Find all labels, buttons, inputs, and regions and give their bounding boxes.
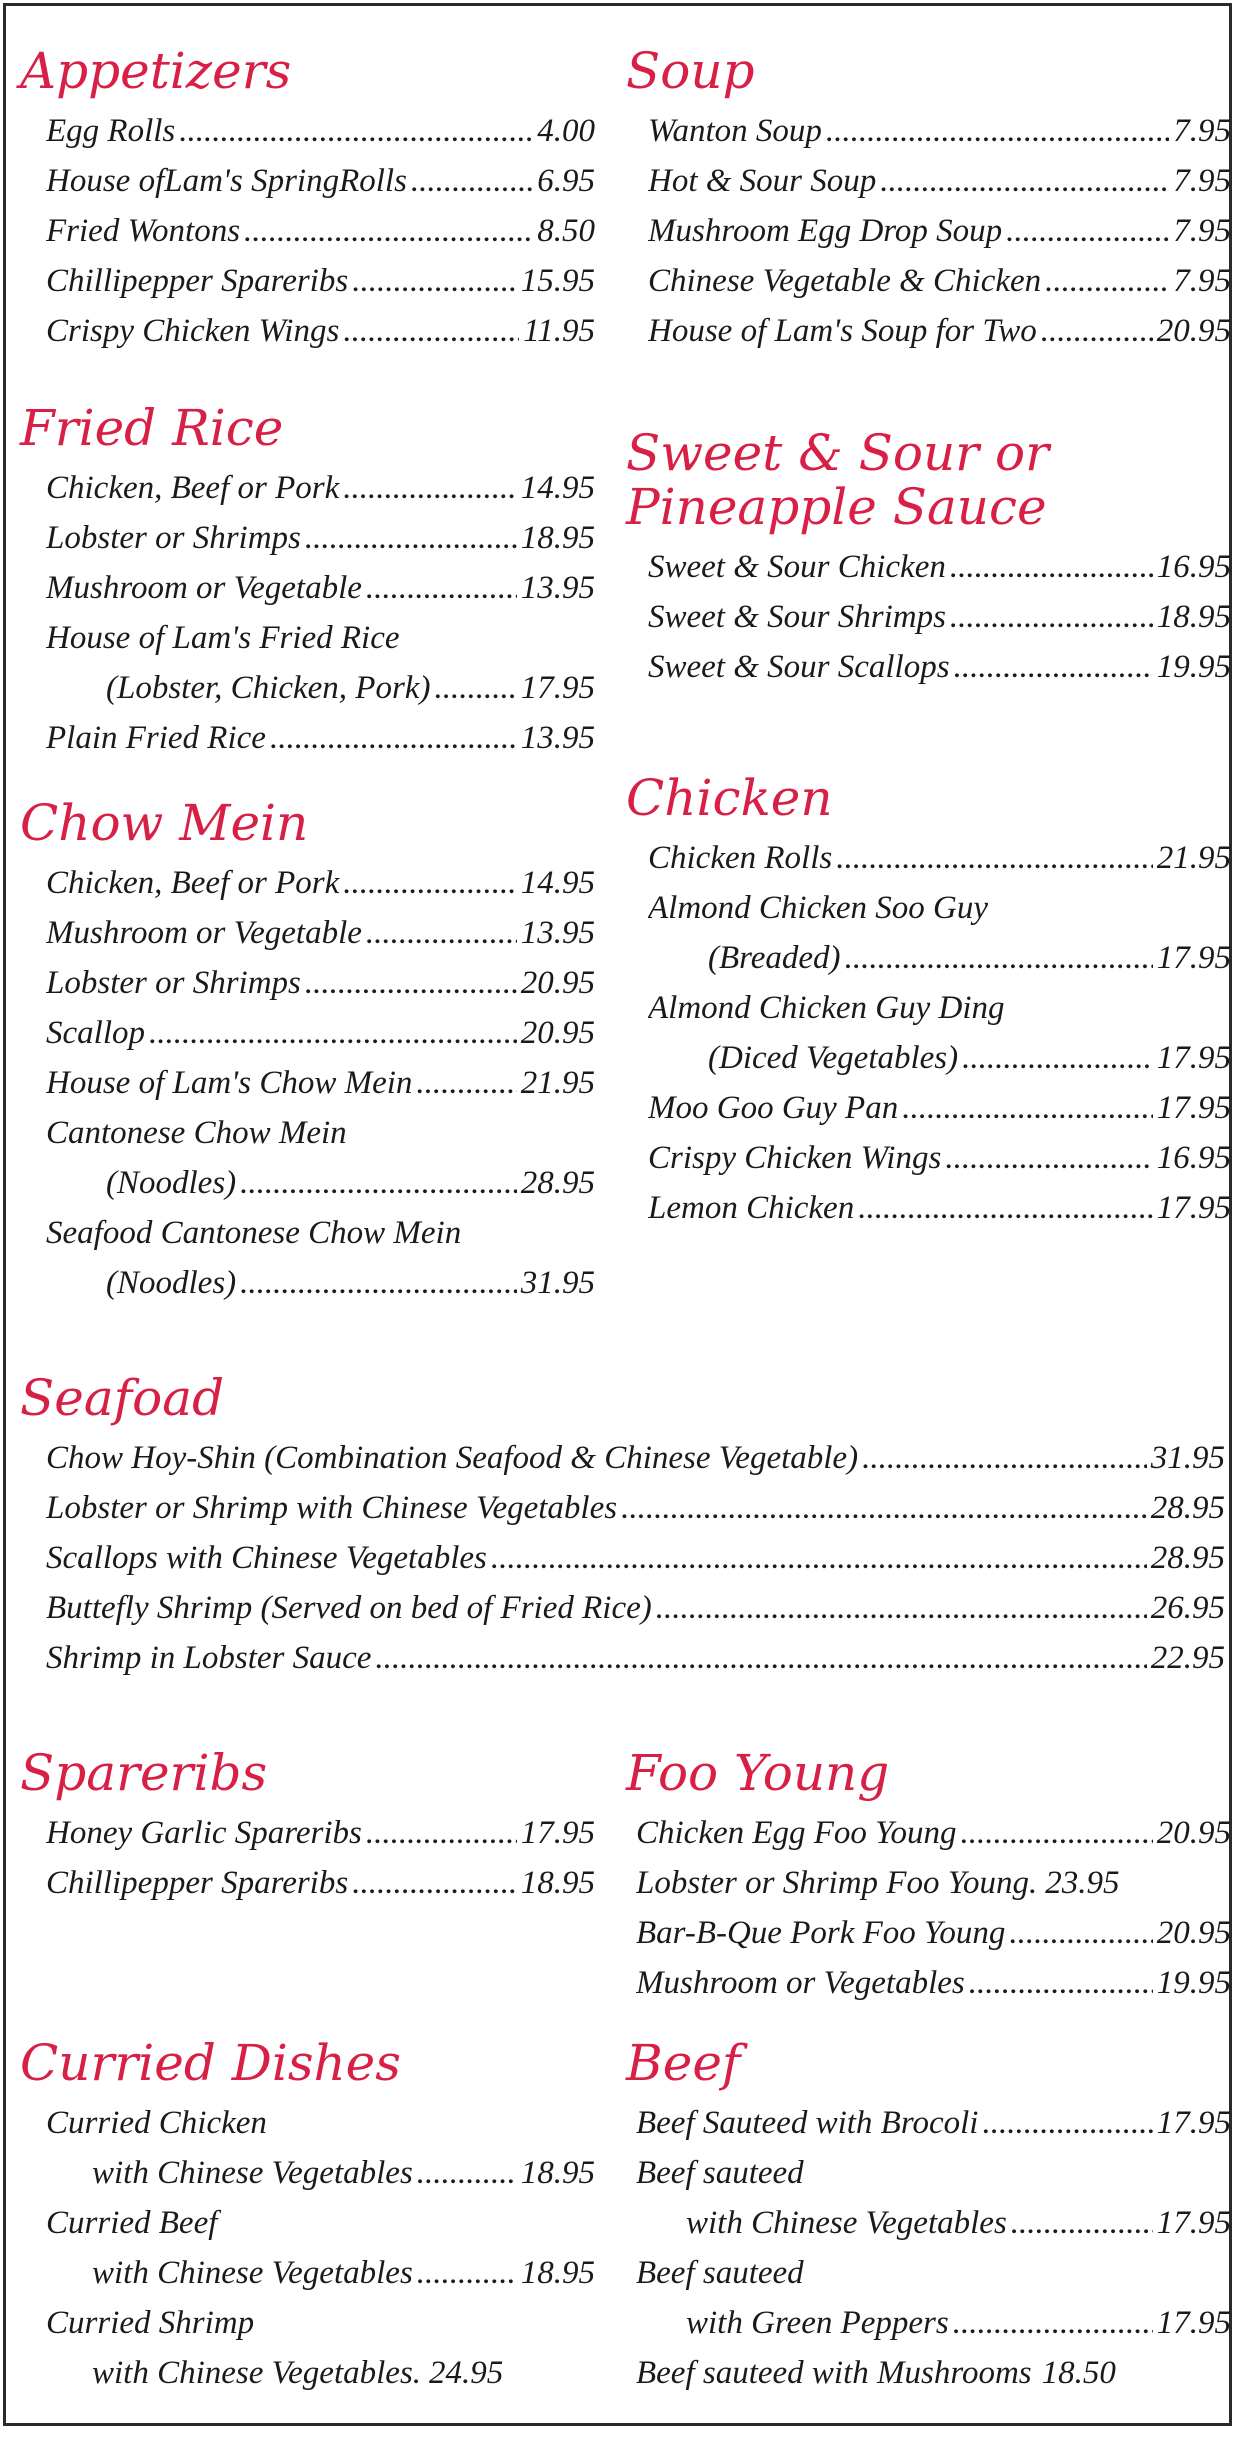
section-title: Appetizers	[20, 42, 292, 100]
section-title: Chicken	[626, 769, 833, 827]
menu-item: Beef sauteed	[636, 2155, 804, 2191]
menu-item: Lobster or Shrimp with Chinese Vegetables ..... 28.95	[46, 1483, 1225, 1533]
menu-item: (Noodles) ..... 31.95	[46, 1258, 595, 1308]
menu-item: House of Lam's Chow Mein ..... 21.95	[46, 1058, 595, 1108]
menu-item: Beef sauteed	[636, 2255, 804, 2291]
section-title: Chow Mein	[20, 794, 309, 852]
menu-item: Mushroom or Vegetables ..... 19.95	[636, 1958, 1231, 2008]
menu-item: House ofLam's SpringRolls ..... 6.95	[46, 156, 595, 206]
menu-item: with Chinese Vegetables. 24.95	[92, 2355, 504, 2391]
menu-item: Shrimp in Lobster Sauce ..... 22.95	[46, 1633, 1225, 1683]
section-appetizers	[20, 44, 595, 356]
menu-item: Moo Goo Guy Pan ..... 17.95	[648, 1083, 1231, 1133]
menu-item: (Noodles) ..... 28.95	[46, 1158, 595, 1208]
menu-item: Fried Wontons ..... 8.50	[46, 206, 595, 256]
menu-item: Curried Shrimp	[46, 2305, 255, 2341]
section-spareribs	[20, 1746, 595, 1908]
menu-item: Almond Chicken Soo Guy	[648, 890, 989, 926]
section-chow-mein	[20, 796, 595, 1308]
menu-item: Chicken, Beef or Pork ..... 14.95	[46, 463, 595, 513]
section-title: Beef	[626, 2034, 741, 2092]
section-sweet-sour	[626, 426, 1231, 692]
section-beef	[626, 2036, 1231, 2398]
section-seafood	[20, 1371, 1225, 1683]
menu-item: Lobster or Shrimps ..... 20.95	[46, 958, 595, 1008]
menu-item: Beef Sauteed with Brocoli ..... 17.95	[636, 2098, 1231, 2148]
section-title: Foo Young	[626, 1744, 890, 1802]
menu-item: with Chinese Vegetables ..... 18.95	[46, 2248, 595, 2298]
menu-item: Hot & Sour Soup ..... 7.95	[648, 156, 1231, 206]
menu-item: Curried Chicken	[46, 2105, 267, 2141]
menu-item: Sweet & Sour Chicken ..... 16.95	[648, 542, 1231, 592]
menu-item: with Chinese Vegetables ..... 18.95	[46, 2148, 595, 2198]
menu-item: Buttefly Shrimp (Served on bed of Fried Rice) ..... 26.95	[46, 1583, 1225, 1633]
menu-item: Scallops with Chinese Vegetables ..... 28.95	[46, 1533, 1225, 1583]
menu-item: Crispy Chicken Wings ..... 16.95	[648, 1133, 1231, 1183]
menu-item: Mushroom Egg Drop Soup ..... 7.95	[648, 206, 1231, 256]
menu-item: Wanton Soup ..... 7.95	[648, 106, 1231, 156]
menu-item: Crispy Chicken Wings ..... 11.95	[46, 306, 595, 356]
section-curried-dishes	[20, 2036, 595, 2398]
menu-item: Chicken, Beef or Pork ..... 14.95	[46, 858, 595, 908]
menu-item: (Lobster, Chicken, Pork) ..... 17.95	[46, 663, 595, 713]
menu-item: with Chinese Vegetables ..... 17.95	[636, 2198, 1231, 2248]
section-title: Soup	[626, 42, 755, 100]
menu-item: Almond Chicken Guy Ding	[648, 990, 1005, 1026]
menu-item: Beef sauteed with Mushrooms 18.50	[636, 2355, 1116, 2391]
menu-item: Chicken Rolls ..... 21.95	[648, 833, 1231, 883]
menu-item: (Breaded) ..... 17.95	[648, 933, 1231, 983]
section-fried-rice	[20, 401, 595, 763]
menu-item: Seafood Cantonese Chow Mein	[46, 1215, 462, 1251]
section-title: Fried Rice	[20, 399, 284, 457]
menu-item: Mushroom or Vegetable ..... 13.95	[46, 563, 595, 613]
menu-item: Lobster or Shrimp Foo Young. 23.95	[636, 1865, 1120, 1901]
section-title: Seafoad	[20, 1369, 225, 1427]
menu-item: Honey Garlic Spareribs ..... 17.95	[46, 1808, 595, 1858]
section-chicken	[626, 771, 1231, 1233]
menu-item: Mushroom or Vegetable ..... 13.95	[46, 908, 595, 958]
section-title-line-1: Sweet & Sour or	[626, 424, 1049, 482]
menu-frame	[3, 3, 1232, 2426]
menu-item: Chinese Vegetable & Chicken ..... 7.95	[648, 256, 1231, 306]
section-foo-young	[626, 1746, 1231, 2008]
section-soup	[626, 44, 1231, 356]
menu-item: Chow Hoy-Shin (Combination Seafood & Chinese Vegetable) ..... 31.95	[46, 1433, 1225, 1483]
menu-item: Lemon Chicken ..... 17.95	[648, 1183, 1231, 1233]
menu-item: Cantonese Chow Mein	[46, 1115, 347, 1151]
menu-item: Chillipepper Spareribs ..... 15.95	[46, 256, 595, 306]
section-title: Spareribs	[20, 1744, 268, 1802]
menu-item: Scallop ..... 20.95	[46, 1008, 595, 1058]
menu-item: Chillipepper Spareribs ..... 18.95	[46, 1858, 595, 1908]
menu-item: Sweet & Sour Shrimps ..... 18.95	[648, 592, 1231, 642]
menu-item: House of Lam's Fried Rice	[46, 620, 400, 656]
menu-item: House of Lam's Soup for Two ..... 20.95	[648, 306, 1231, 356]
menu-item: Chicken Egg Foo Young ..... 20.95	[636, 1808, 1231, 1858]
menu-item: Plain Fried Rice ..... 13.95	[46, 713, 595, 763]
section-title-line-2: Pineapple Sauce	[626, 478, 1047, 536]
menu-item: Egg Rolls ..... 4.00	[46, 106, 595, 156]
menu-item: Curried Beef	[46, 2205, 218, 2241]
menu-item: (Diced Vegetables) ..... 17.95	[648, 1033, 1231, 1083]
menu-item: with Green Peppers ..... 17.95	[636, 2298, 1231, 2348]
menu-item: Sweet & Sour Scallops ..... 19.95	[648, 642, 1231, 692]
menu-item: Lobster or Shrimps ..... 18.95	[46, 513, 595, 563]
section-title: Curried Dishes	[20, 2034, 401, 2092]
menu-item: Bar-B-Que Pork Foo Young ..... 20.95	[636, 1908, 1231, 1958]
